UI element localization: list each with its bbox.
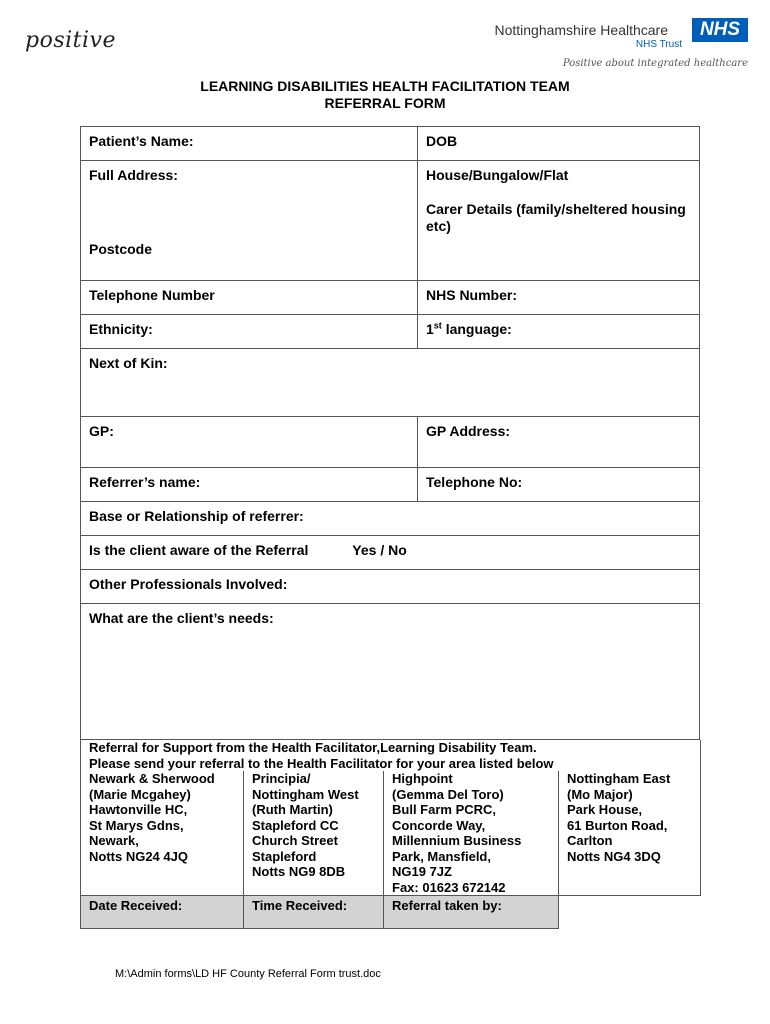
org-name: Nottinghamshire Healthcare (494, 22, 668, 38)
positive-logo: positive (25, 28, 116, 53)
other-professionals-label: Other Professionals Involved: (89, 576, 288, 592)
next-of-kin-label: Next of Kin: (89, 355, 168, 371)
area-address-line: NG19 7JZ (392, 864, 452, 879)
area-address-line: Park, Mansfield, (392, 848, 491, 864)
area-address-line: Millennium Business (392, 833, 522, 848)
full-address-field[interactable] (81, 161, 418, 281)
housing-carer-field[interactable] (418, 161, 700, 281)
area-address-line: Bull Farm PCRC, (392, 802, 497, 817)
referral-areas-table (80, 740, 701, 929)
base-relationship-field[interactable] (81, 502, 700, 536)
referral-taken-by-label: Referral taken by: (392, 898, 502, 913)
gp-label: GP: (89, 423, 114, 439)
area-address-line: Newark & Sherwood (89, 771, 215, 786)
client-needs-label: What are the client’s needs: (89, 610, 274, 626)
referral-intro-line1: Referral for Support from the Health Facilitator,Learning Disability Team. (89, 740, 537, 755)
time-received-field[interactable] (244, 896, 384, 929)
telephone-field[interactable] (81, 281, 418, 315)
date-received-field[interactable] (81, 896, 244, 929)
area-address-line: Stapleford CC (252, 817, 339, 833)
area-address-line: Nottingham East (567, 771, 671, 786)
referrer-name-field[interactable] (81, 468, 418, 502)
referral-intro (81, 740, 701, 771)
client-aware-label: Is the client aware of the Referral (89, 542, 309, 558)
area-address-line: Carlton (567, 833, 613, 848)
area-address-line: Notts NG4 3DQ (567, 848, 661, 864)
patient-name-label: Patient’s Name: (89, 133, 194, 149)
area-address-line: Notts NG9 8DB (252, 864, 346, 879)
area-address-line: Newark, (89, 833, 139, 848)
nhs-number-label: NHS Number: (426, 287, 518, 303)
nhs-logo: NHS (692, 18, 748, 42)
ethnicity-field[interactable] (81, 315, 418, 349)
gp-field[interactable] (81, 417, 418, 468)
date-received-label: Date Received: (89, 898, 183, 913)
patient-name-field[interactable] (81, 127, 418, 161)
area-address-line: Hawtonville HC, (89, 802, 188, 817)
full-address-label: Full Address: (89, 167, 178, 183)
area-address-line: Highpoint (392, 771, 453, 786)
trust-name: NHS Trust (635, 39, 682, 50)
area-address-line: Notts NG24 4JQ (89, 848, 188, 864)
empty-cell (559, 896, 701, 929)
client-needs-field[interactable] (81, 604, 700, 740)
form-subtitle: REFERRAL FORM (324, 95, 446, 111)
ethnicity-label: Ethnicity: (89, 321, 153, 337)
area-address-line: Nottingham West (252, 786, 359, 802)
area-address-line: (Mo Major) (567, 786, 633, 802)
telephone-label: Telephone Number (89, 287, 215, 303)
area-address-line: (Ruth Martin) (252, 802, 333, 817)
postcode-label: Postcode (89, 241, 153, 257)
nhs-number-field[interactable] (418, 281, 700, 315)
area-address-line: Concorde Way, (392, 817, 486, 833)
referral-intro-line2: Please send your referral to the Health Facilitator for your area listed below (89, 755, 554, 771)
form-title: LEARNING DISABILITIES HEALTH FACILITATION TEAM (200, 78, 570, 94)
referral-form-table (80, 126, 700, 740)
house-type-label: House/Bungalow/Flat (426, 167, 569, 183)
area-nottingham-east (559, 771, 701, 896)
dob-label: DOB (426, 133, 458, 149)
referral-taken-by-field[interactable] (384, 896, 559, 929)
area-address-line: Church Street (252, 833, 338, 848)
gp-address-field[interactable] (418, 417, 700, 468)
document-path: M:\Admin forms\LD HF County Referral Form trust.doc (115, 968, 381, 980)
tagline: Positive about integrated healthcare (562, 58, 748, 69)
first-language-field[interactable] (418, 315, 700, 349)
area-address-line: (Marie Mcgahey) (89, 786, 191, 802)
area-address-line: (Gemma Del Toro) (392, 786, 504, 802)
base-relationship-label: Base or Relationship of referrer: (89, 508, 304, 524)
area-address-line: Fax: 01623 672142 (392, 879, 506, 895)
area-highpoint (384, 771, 559, 896)
carer-details-label: Carer Details (family/sheltered housing etc) (426, 201, 686, 234)
area-address-line: 61 Burton Road, (567, 817, 668, 833)
first-language-label (426, 321, 512, 337)
dob-field[interactable] (418, 127, 700, 161)
area-nottingham-west (244, 771, 384, 896)
first-language-suffix: st (433, 320, 442, 331)
area-address-line: St Marys Gdns, (89, 817, 184, 833)
referrer-name-label: Referrer’s name: (89, 474, 201, 490)
area-address-line: Stapleford (252, 848, 317, 864)
client-aware-field[interactable] (81, 536, 700, 570)
first-language-text: language: (441, 321, 512, 337)
first-language-number: 1 (426, 321, 434, 337)
area-address-line: Park House, (567, 802, 643, 817)
yes-no-option[interactable]: Yes / No (352, 542, 407, 558)
area-address-line: Principia/ (252, 771, 311, 786)
other-professionals-field[interactable] (81, 570, 700, 604)
org-header (428, 18, 748, 73)
area-newark-sherwood (81, 771, 244, 896)
time-received-label: Time Received: (252, 898, 348, 913)
referrer-telephone-field[interactable] (418, 468, 700, 502)
referrer-telephone-label: Telephone No: (426, 474, 523, 490)
gp-address-label: GP Address: (426, 423, 511, 439)
next-of-kin-field[interactable] (81, 349, 700, 417)
